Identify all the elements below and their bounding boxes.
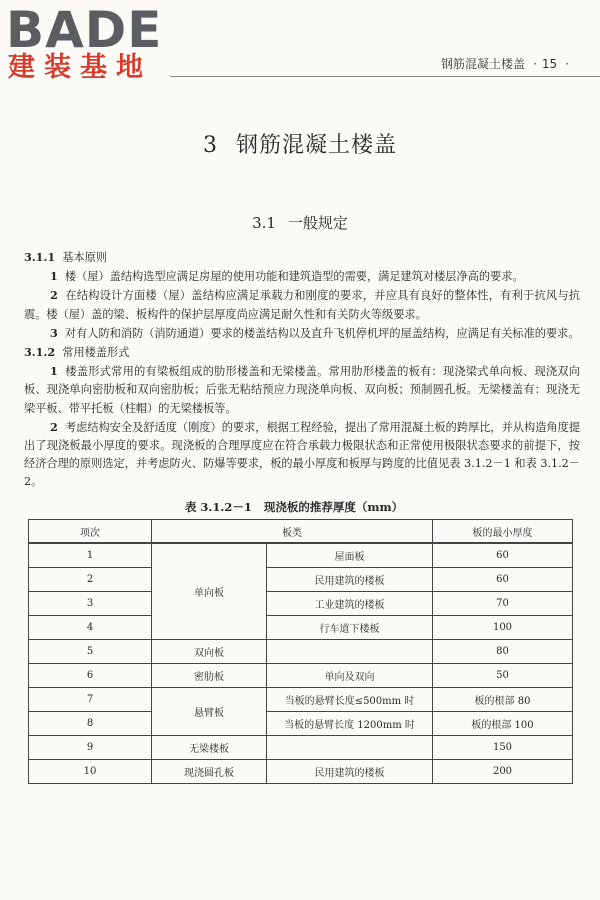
clause-item: 2 考虑结构安全及舒适度（刚度）的要求，根据工程经验，提出了常用混凝土板的跨厚比，并从构造角度提出了现浇板最小厚度的要求。现浇板的合理厚度应在符合承载力极限状态和正常使用极限状态要求的前提下，按经济合理的原则选定，并考虑防火、防爆等要求，板的最小厚度和板厚与跨度的比值见表 3.1.2－1 和表 3.1.2－2。 — [24, 419, 580, 489]
section-title-text: 一般规定 — [287, 214, 348, 232]
section-title — [0, 212, 600, 233]
group-hollow: 现浇圆孔板 — [152, 760, 267, 784]
col-header-type: 板类 — [152, 520, 433, 544]
running-header: 钢筋混凝土楼盖 · 15 · — [170, 52, 600, 77]
clause-number: 3.1.1 — [24, 250, 56, 264]
table-row: 6 密肋板 单向及双向 50 — [29, 664, 573, 688]
table-row: 3 工业建筑的楼板 70 — [29, 592, 573, 616]
table-header-row — [29, 520, 573, 544]
col-header-item: 项次 — [29, 520, 152, 544]
clause-number: 3.1.2 — [24, 345, 56, 360]
group-ribbed: 密肋板 — [152, 664, 267, 688]
table-row: 7 悬臂板 当板的悬臂长度≤500mm 时 板的根部 80 — [29, 688, 573, 712]
clause-title: 常用楼盖形式 — [62, 346, 130, 360]
table-row: 4 行车道下楼板 100 — [29, 616, 573, 640]
slab-thickness-table — [28, 519, 573, 784]
body-text — [24, 248, 580, 492]
clause-title: 基本原则 — [62, 251, 108, 264]
table-row: 2 民用建筑的楼板 60 — [29, 568, 573, 592]
chapter-title — [0, 128, 600, 159]
group-two-way: 双向板 — [152, 640, 267, 664]
logo-sub-text: 建装基地 — [8, 52, 152, 83]
logo-brand-text: BADE — [6, 1, 163, 59]
table-row: 5 双向板 80 — [29, 640, 573, 664]
clause-item: 1 楼（屋）盖结构选型应满足房屋的使用功能和建筑造型的需要，满足建筑对楼层净高的要求。 — [50, 269, 524, 284]
clause-heading — [24, 248, 580, 267]
table-caption-number: 表 3.1.2－1 — [184, 500, 252, 514]
table-caption — [0, 499, 600, 515]
chapter-number: 3 — [202, 133, 218, 158]
table-row: 1 单向板 屋面板 60 — [29, 543, 573, 568]
table-row: 10 现浇圆孔板 民用建筑的楼板 200 — [29, 760, 573, 784]
chapter-title-text: 钢筋混凝土楼盖 — [235, 133, 397, 158]
clause-heading — [24, 343, 580, 362]
running-title: 钢筋混凝土楼盖 — [441, 57, 526, 71]
clause-item: 2 在结构设计方面楼（屋）盖结构应满足承载力和刚度的要求，并应具有良好的整体性，有利于抗风与抗震。楼（屋）盖的梁、板构件的保护层厚度尚应满足耐久性和有关防火等级要求。 — [24, 288, 580, 321]
group-cantilever: 悬臂板 — [152, 688, 267, 736]
table-caption-title: 现浇板的推荐厚度（mm） — [263, 500, 404, 514]
clause-item: 1 楼盖形式常用的有梁板组成的肋形楼盖和无梁楼盖。常用肋形楼盖的板有：现浇梁式单向板、现浇双向板、现浇单向密肋板和双向密肋板；后张无粘结预应力现浇单向板、双向板；预制圆孔板。无梁楼盖有：现浇无梁平板、带平托板（柱帽）的无梁楼板等。 — [24, 364, 580, 415]
table-row: 9 无梁楼板 150 — [29, 736, 573, 760]
section-number: 3.1 — [252, 214, 276, 232]
table-row: 8 当板的悬臂长度 1200mm 时 板的根部 100 — [29, 712, 573, 736]
brand-logo — [6, 2, 162, 82]
group-flat-slab: 无梁楼板 — [152, 736, 267, 760]
clause-item: 3 对有人防和消防（消防通道）要求的楼盖结构以及直升飞机停机坪的屋盖结构，应满足有关标准的要求。 — [50, 325, 580, 340]
group-one-way: 单向板 — [152, 543, 267, 640]
page-number: 15 — [541, 57, 558, 71]
col-header-thickness: 板的最小厚度 — [433, 520, 573, 544]
